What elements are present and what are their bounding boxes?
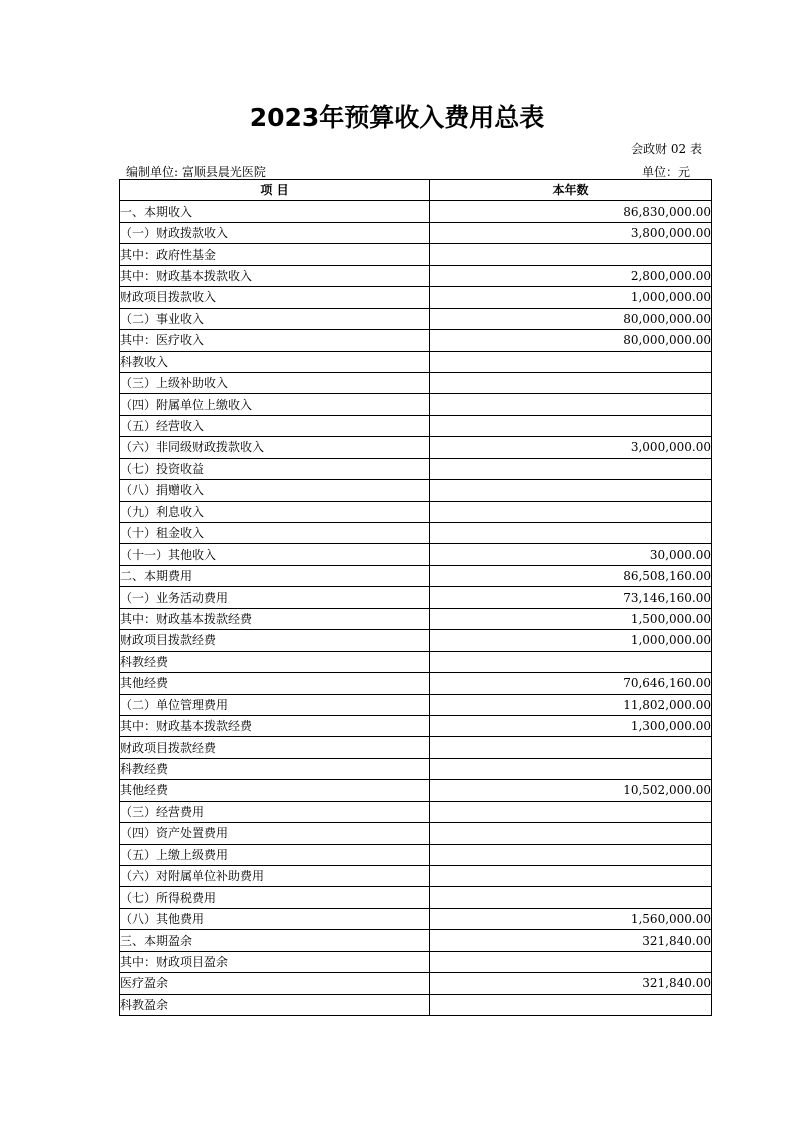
row-amount: 3,800,000.00	[430, 222, 712, 243]
row-label: （六）非同级财政拨款收入	[120, 437, 430, 458]
table-row	[120, 222, 712, 243]
table-row	[120, 351, 712, 372]
row-amount: 3,000,000.00	[430, 437, 712, 458]
row-amount	[430, 351, 712, 372]
row-label: （二）单位管理费用	[120, 694, 430, 715]
table-row	[120, 372, 712, 393]
row-label: 财政项目拨款经费	[120, 630, 430, 651]
row-label: （十）租金收入	[120, 523, 430, 544]
row-label: 财政项目拨款收入	[120, 287, 430, 308]
table-row	[120, 480, 712, 501]
table-row	[120, 844, 712, 865]
row-amount	[430, 801, 712, 822]
table-row	[120, 565, 712, 586]
table-row	[120, 973, 712, 994]
row-amount	[430, 951, 712, 972]
column-header-item: 项 目	[120, 180, 430, 201]
row-label: （四）资产处置费用	[120, 823, 430, 844]
row-label: 一、本期收入	[120, 201, 430, 222]
row-amount: 80,000,000.00	[430, 308, 712, 329]
row-label: 其中：医疗收入	[120, 330, 430, 351]
row-label: 其中：财政项目盈余	[120, 951, 430, 972]
row-label: 其中：财政基本拨款经费	[120, 715, 430, 736]
row-label: 其他经费	[120, 673, 430, 694]
row-label: （三）经营费用	[120, 801, 430, 822]
row-label: 其中：财政基本拨款收入	[120, 265, 430, 286]
row-label: 科教盈余	[120, 994, 430, 1015]
table-row	[120, 994, 712, 1015]
form-code: 会政财 02 表	[631, 142, 702, 156]
row-amount	[430, 244, 712, 265]
row-label: （二）事业收入	[120, 308, 430, 329]
row-label: （九）利息收入	[120, 501, 430, 522]
row-label: （八）其他费用	[120, 908, 430, 929]
row-amount: 30,000.00	[430, 544, 712, 565]
row-amount	[430, 523, 712, 544]
row-amount	[430, 458, 712, 479]
table-row	[120, 887, 712, 908]
row-amount	[430, 372, 712, 393]
row-label: （一）财政拨款收入	[120, 222, 430, 243]
table-row	[120, 780, 712, 801]
table-row	[120, 651, 712, 672]
row-label: 医疗盈余	[120, 973, 430, 994]
row-amount: 1,000,000.00	[430, 630, 712, 651]
table-row	[120, 544, 712, 565]
table-row	[120, 801, 712, 822]
table-row	[120, 673, 712, 694]
table-row	[120, 244, 712, 265]
row-label: （七）所得税费用	[120, 887, 430, 908]
row-label: 三、本期盈余	[120, 930, 430, 951]
row-label: 其他经费	[120, 780, 430, 801]
row-label: （五）经营收入	[120, 415, 430, 436]
row-amount: 2,800,000.00	[430, 265, 712, 286]
row-amount	[430, 501, 712, 522]
row-amount	[430, 866, 712, 887]
table-row	[120, 951, 712, 972]
row-label: （四）附属单位上缴收入	[120, 394, 430, 415]
row-amount	[430, 844, 712, 865]
row-amount	[430, 887, 712, 908]
row-amount: 321,840.00	[430, 973, 712, 994]
table-row	[120, 415, 712, 436]
table-row	[120, 330, 712, 351]
row-amount: 86,508,160.00	[430, 565, 712, 586]
row-amount: 73,146,160.00	[430, 587, 712, 608]
table-row	[120, 523, 712, 544]
table-row	[120, 930, 712, 951]
table-row	[120, 694, 712, 715]
table-row	[120, 758, 712, 779]
row-amount: 80,000,000.00	[430, 330, 712, 351]
table-row	[120, 823, 712, 844]
table-row	[120, 608, 712, 629]
table-row	[120, 394, 712, 415]
table-row	[120, 501, 712, 522]
currency-unit-label: 单位：元	[641, 165, 690, 179]
table-row	[120, 458, 712, 479]
row-amount: 1,500,000.00	[430, 608, 712, 629]
row-label: 其中：政府性基金	[120, 244, 430, 265]
row-amount: 70,646,160.00	[430, 673, 712, 694]
row-label: （八）捐赠收入	[120, 480, 430, 501]
row-amount	[430, 994, 712, 1015]
column-header-amount: 本年数	[430, 180, 712, 201]
budget-income-expense-table	[119, 179, 712, 1016]
row-label: 财政项目拨款经费	[120, 737, 430, 758]
row-amount: 86,830,000.00	[430, 201, 712, 222]
table-row	[120, 201, 712, 222]
row-label: （三）上级补助收入	[120, 372, 430, 393]
row-label: 其中：财政基本拨款经费	[120, 608, 430, 629]
report-title: 2023年预算收入费用总表	[249, 103, 545, 132]
table-row	[120, 908, 712, 929]
row-amount	[430, 480, 712, 501]
table-row	[120, 737, 712, 758]
row-amount: 321,840.00	[430, 930, 712, 951]
row-label: （五）上缴上级费用	[120, 844, 430, 865]
table-row	[120, 866, 712, 887]
table-row	[120, 265, 712, 286]
table-row	[120, 587, 712, 608]
table-row	[120, 308, 712, 329]
row-amount: 1,560,000.00	[430, 908, 712, 929]
row-label: 科教经费	[120, 651, 430, 672]
organization-label: 编制单位: 富顺县晨光医院	[126, 165, 266, 179]
row-label: （七）投资收益	[120, 458, 430, 479]
row-amount	[430, 415, 712, 436]
row-label: 科教收入	[120, 351, 430, 372]
row-amount	[430, 758, 712, 779]
table-row	[120, 715, 712, 736]
table-row	[120, 287, 712, 308]
row-amount	[430, 737, 712, 758]
table-row	[120, 630, 712, 651]
row-amount: 11,802,000.00	[430, 694, 712, 715]
table-row	[120, 437, 712, 458]
table-header-row	[120, 180, 712, 201]
row-label: （一）业务活动费用	[120, 587, 430, 608]
row-label: （六）对附属单位补助费用	[120, 866, 430, 887]
row-label: 二、本期费用	[120, 565, 430, 586]
row-amount	[430, 394, 712, 415]
row-amount: 10,502,000.00	[430, 780, 712, 801]
row-amount: 1,300,000.00	[430, 715, 712, 736]
row-amount	[430, 823, 712, 844]
row-amount: 1,000,000.00	[430, 287, 712, 308]
row-label: （十一）其他收入	[120, 544, 430, 565]
row-amount	[430, 651, 712, 672]
row-label: 科教经费	[120, 758, 430, 779]
